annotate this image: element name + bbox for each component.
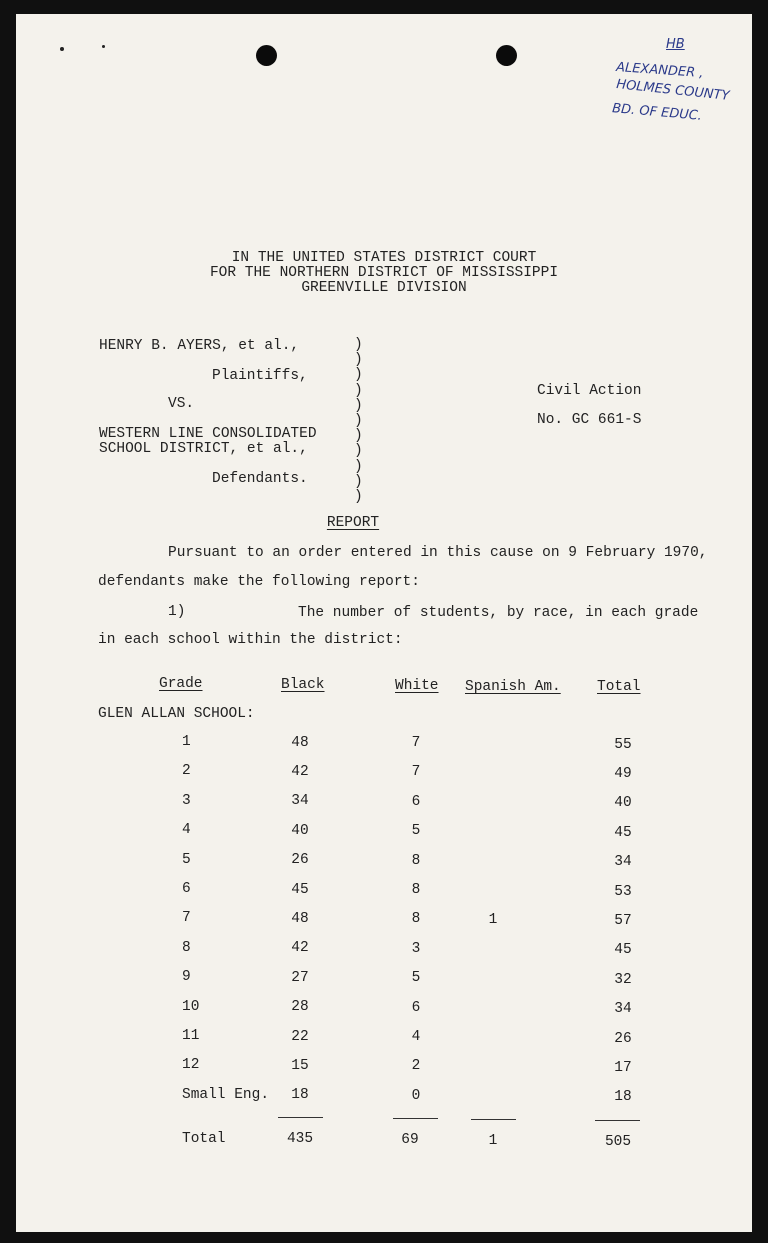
cell-white: 5 — [411, 823, 421, 840]
totals-spanish: 1 — [488, 1133, 498, 1149]
totals-label: Total — [182, 1131, 226, 1147]
cell-spanish: 1 — [488, 911, 498, 928]
court-heading-line1: IN THE UNITED STATES DISTRICT COURT — [231, 250, 537, 266]
totals-total: 505 — [604, 1134, 632, 1150]
cell-white: 7 — [411, 764, 421, 781]
report-paragraph-line2: defendants make the following report: — [98, 574, 420, 590]
total-rule-black — [278, 1117, 323, 1118]
punch-hole-right — [496, 45, 517, 66]
case-number: No. GC 661-S — [537, 412, 642, 428]
cell-white: 2 — [411, 1058, 421, 1075]
cell-grade: 3 — [182, 792, 191, 809]
cell-black: 22 — [291, 1028, 309, 1045]
cell-total: 40 — [614, 795, 632, 812]
cell-total: 55 — [614, 736, 632, 753]
report-paragraph-line1: Pursuant to an order entered in this cause on 9 February 1970, — [168, 545, 708, 561]
cell-black: 34 — [291, 793, 309, 810]
header-grade: Grade — [159, 676, 203, 692]
cell-total: 34 — [614, 854, 632, 871]
item-text-line1: The number of students, by race, in each grade — [298, 605, 699, 621]
cell-total: 18 — [614, 1089, 632, 1106]
header-black: Black — [281, 677, 325, 693]
cell-white: 6 — [411, 793, 421, 810]
plaintiffs-label: Plaintiffs, — [212, 368, 308, 384]
cell-grade: 9 — [182, 969, 191, 986]
cell-grade: Small Eng. — [182, 1086, 270, 1103]
cell-black: 42 — [291, 763, 309, 780]
school-name: GLEN ALLAN SCHOOL: — [98, 706, 255, 722]
total-rule-spanish — [471, 1119, 516, 1120]
court-heading-line2: FOR THE NORTHERN DISTRICT OF MISSISSIPPI — [209, 265, 559, 281]
cell-white: 3 — [411, 940, 421, 957]
item-text-line2: in each school within the district: — [98, 632, 403, 648]
cell-total: 49 — [614, 765, 632, 782]
cell-grade: 2 — [182, 763, 191, 780]
cell-grade: 6 — [182, 881, 191, 897]
defendant-name-line2: SCHOOL DISTRICT, et al., — [99, 441, 308, 457]
civil-action-label: Civil Action — [537, 383, 642, 399]
cell-white: 8 — [411, 882, 421, 898]
cell-black: 15 — [291, 1057, 309, 1074]
cell-black: 26 — [291, 852, 309, 869]
cell-total: 45 — [614, 942, 632, 959]
court-heading-line3: GREENVILLE DIVISION — [301, 280, 467, 296]
totals-white: 69 — [401, 1132, 419, 1148]
defendants-label: Defendants. — [212, 471, 308, 487]
cell-grade: 1 — [182, 734, 191, 750]
cell-grade: 12 — [182, 1057, 200, 1074]
cell-white: 4 — [411, 1029, 421, 1045]
punch-hole-left — [256, 45, 277, 66]
total-rule-total — [595, 1120, 640, 1121]
cell-black: 45 — [291, 881, 309, 898]
cell-grade: 7 — [182, 910, 191, 927]
cell-white: 5 — [411, 970, 421, 987]
plaintiff-name: HENRY B. AYERS, et al., — [99, 338, 300, 354]
cell-total: 17 — [614, 1059, 632, 1076]
cell-black: 27 — [291, 969, 309, 986]
cell-black: 48 — [291, 734, 309, 751]
cell-grade: 10 — [182, 998, 200, 1015]
cell-total: 32 — [614, 971, 632, 988]
cell-black: 42 — [291, 940, 309, 957]
cell-grade: 4 — [182, 822, 191, 839]
cell-white: 6 — [411, 999, 421, 1016]
handwritten-note-line1: ALEXANDER , — [615, 59, 704, 82]
header-spanish-am: Spanish Am. — [465, 679, 561, 695]
cell-total: 26 — [614, 1030, 632, 1047]
caption-bracket-column: ) ) ) ) ) ) ) ) ) ) ) — [354, 337, 363, 506]
cell-grade: 11 — [182, 1028, 200, 1044]
defendant-name-line1: WESTERN LINE CONSOLIDATED — [99, 426, 317, 442]
item-number: 1) — [168, 604, 186, 620]
cell-black: 18 — [291, 1087, 309, 1104]
versus: VS. — [168, 396, 195, 412]
handwritten-note-line3: BD. OF EDUC. — [611, 101, 703, 124]
cell-grade: 8 — [182, 939, 191, 956]
speck — [60, 47, 64, 51]
document-page — [16, 14, 752, 1232]
speck — [102, 45, 105, 48]
cell-total: 34 — [614, 1001, 632, 1018]
cell-total: 45 — [614, 824, 632, 841]
cell-black: 48 — [291, 910, 309, 927]
cell-total: 53 — [614, 883, 632, 900]
handwritten-note-line2: HOLMES COUNTY — [615, 77, 731, 104]
total-rule-white — [393, 1118, 438, 1119]
report-title: REPORT — [326, 515, 380, 531]
cell-total: 57 — [614, 912, 632, 929]
header-total: Total — [597, 679, 641, 695]
header-white: White — [395, 678, 439, 694]
cell-white: 0 — [411, 1087, 421, 1104]
cell-grade: 5 — [182, 851, 191, 868]
cell-white: 8 — [411, 852, 421, 869]
cell-black: 40 — [291, 822, 309, 839]
cell-white: 8 — [411, 911, 421, 928]
handwritten-initials: HB — [666, 37, 685, 52]
cell-black: 28 — [291, 999, 309, 1016]
cell-white: 7 — [411, 735, 421, 751]
totals-black: 435 — [286, 1131, 314, 1147]
